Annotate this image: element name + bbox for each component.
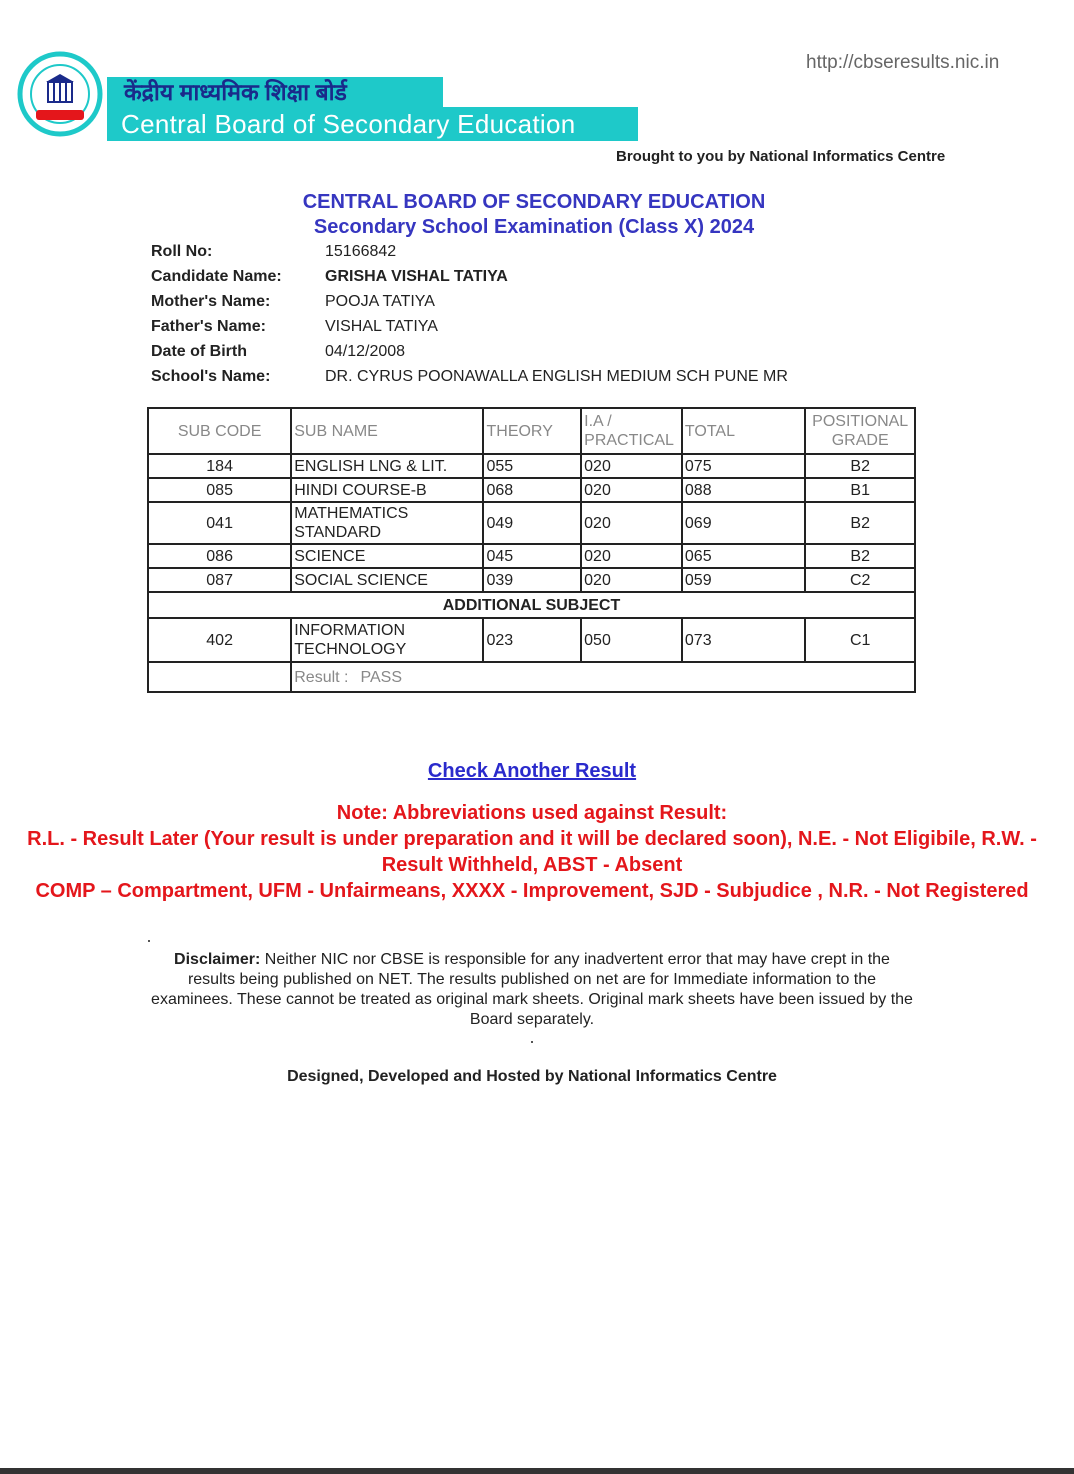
additional-subject-row (148, 592, 915, 618)
table-cell: 184 (148, 454, 291, 478)
board-name-english: Central Board of Secondary Education (121, 109, 576, 139)
table-cell: 023 (483, 618, 581, 662)
note-line-3: COMP – Compartment, UFM - Unfairmeans, XXXX - Improvement, SJD - Subjudice , N.R. - Not Registered (35, 880, 1029, 902)
info-label: Roll No: (151, 243, 213, 260)
column-header: POSITIONAL GRADE (805, 408, 915, 454)
table-cell: 087 (148, 568, 291, 592)
info-value: POOJA TATIYA (325, 293, 435, 310)
board-name-hindi: केंद्रीय माध्यमिक शिक्षा बोर्ड (124, 79, 347, 105)
info-label: School's Name: (151, 368, 271, 385)
exam-title: Secondary School Examination (Class X) 2024 (313, 216, 755, 238)
marks-table (147, 407, 916, 693)
table-cell: 045 (483, 544, 581, 568)
table-row (148, 478, 915, 502)
cbse-logo (16, 48, 104, 140)
table-cell: 068 (483, 478, 581, 502)
table-cell: 020 (581, 544, 682, 568)
info-value: 04/12/2008 (325, 343, 406, 360)
table-cell: 050 (581, 618, 682, 662)
additional-subject-label: ADDITIONAL SUBJECT (148, 592, 915, 618)
table-cell: B2 (805, 454, 915, 478)
disclaimer-label: Disclaimer: (174, 951, 261, 968)
column-header: SUB NAME (291, 408, 483, 454)
table-cell: 041 (148, 502, 291, 544)
info-value: VISHAL TATIYA (325, 318, 438, 335)
table-cell: B2 (805, 544, 915, 568)
info-label: Father's Name: (151, 318, 266, 335)
column-header: TOTAL (682, 408, 805, 454)
table-cell: 039 (483, 568, 581, 592)
decorative-dot (148, 940, 150, 942)
result-value: PASS (360, 668, 402, 686)
table-cell: 088 (682, 478, 805, 502)
note-heading: Note: Abbreviations used against Result: (336, 802, 728, 824)
column-header: THEORY (483, 408, 581, 454)
table-cell: 055 (483, 454, 581, 478)
table-cell: 020 (581, 454, 682, 478)
table-cell: 069 (682, 502, 805, 544)
info-value: 15166842 (325, 243, 397, 260)
table-row (148, 618, 915, 662)
result-cell (291, 662, 915, 692)
bottom-bar (0, 1468, 1074, 1474)
table-header-row (148, 408, 915, 454)
table-cell: 086 (148, 544, 291, 568)
table-cell: C1 (805, 618, 915, 662)
note-line-2: Result Withheld, ABST - Absent (381, 854, 683, 876)
table-row (148, 454, 915, 478)
table-cell: 402 (148, 618, 291, 662)
table-row (148, 502, 915, 544)
table-cell: 020 (581, 568, 682, 592)
result-label: Result : (294, 668, 349, 686)
table-cell: B1 (805, 478, 915, 502)
info-label: Date of Birth (151, 343, 247, 360)
table-cell: B2 (805, 502, 915, 544)
brought-by-text: Brought to you by National Informatics Centre (616, 148, 946, 165)
board-title: CENTRAL BOARD OF SECONDARY EDUCATION (302, 191, 766, 213)
info-value: DR. CYRUS POONAWALLA ENGLISH MEDIUM SCH PUNE MR (325, 368, 788, 385)
table-cell: INFORMATION TECHNOLOGY (291, 618, 483, 662)
table-cell: 020 (581, 478, 682, 502)
result-row (148, 662, 915, 692)
column-header: I.A / PRACTICAL (581, 408, 682, 454)
table-cell: SCIENCE (291, 544, 483, 568)
footer-credit: Designed, Developed and Hosted by National Informatics Centre (287, 1068, 777, 1085)
info-label: Candidate Name: (151, 268, 282, 285)
table-row (148, 544, 915, 568)
disclaimer-text: Neither NIC nor CBSE is responsible for any inadvertent error that may have crept in the results being published on NET. The results published on net are for Immediate information to the examinees. These cannot be treated as original mark sheets. Original mark sheets have been issued by the Board separately. (151, 951, 913, 1028)
decorative-dot (531, 1041, 533, 1043)
table-cell: ENGLISH LNG & LIT. (291, 454, 483, 478)
table-cell: 075 (682, 454, 805, 478)
table-cell: SOCIAL SCIENCE (291, 568, 483, 592)
table-cell: MATHEMATICS STANDARD (291, 502, 483, 544)
table-cell: HINDI COURSE-B (291, 478, 483, 502)
table-cell: 085 (148, 478, 291, 502)
site-url: http://cbseresults.nic.in (806, 52, 1000, 73)
table-cell: 073 (682, 618, 805, 662)
table-cell: 049 (483, 502, 581, 544)
note-line-1: R.L. - Result Later (Your result is under preparation and it will be declared soon), N.E. - Not Eligibile, R.W. - (27, 828, 1037, 850)
check-another-result-link[interactable]: Check Another Result (427, 760, 637, 782)
table-cell: 020 (581, 502, 682, 544)
table-cell: 059 (682, 568, 805, 592)
column-header: SUB CODE (148, 408, 291, 454)
info-label: Mother's Name: (151, 293, 271, 310)
table-cell: 065 (682, 544, 805, 568)
table-row (148, 568, 915, 592)
info-value: GRISHA VISHAL TATIYA (325, 268, 508, 285)
table-cell: C2 (805, 568, 915, 592)
disclaimer (150, 950, 914, 1030)
empty-cell (148, 662, 291, 692)
